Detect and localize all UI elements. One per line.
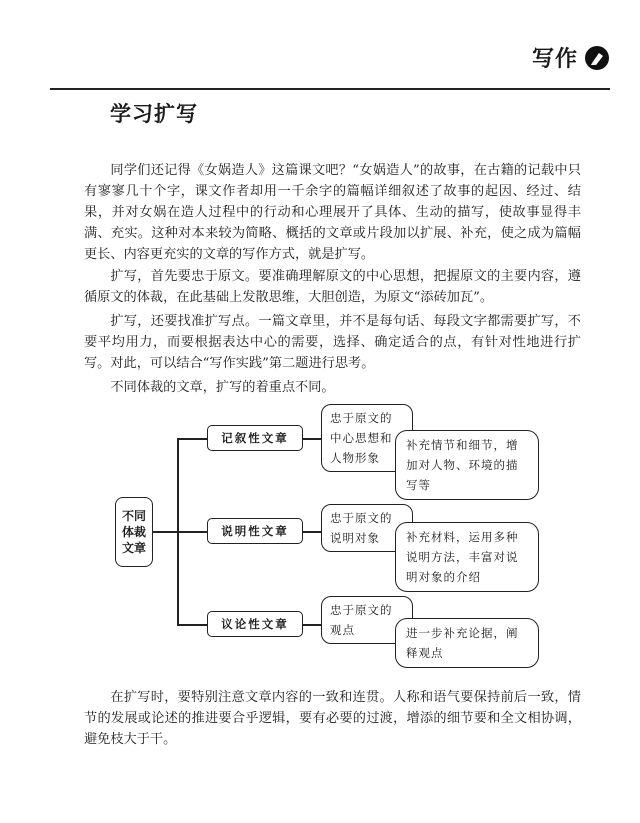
paragraph-faithful	[84, 266, 581, 308]
type-expository: 说明性文章	[207, 518, 303, 544]
paragraph-text: 不同体裁的文章，扩写的着重点不同。	[110, 380, 335, 395]
paragraph-text: 同学们还记得《女娲造人》这篇课文吧？“女娲造人”的故事，在古籍的记载中只有寥寥几十个字，课文作者却用一千余字的篇幅详细叙述了故事的起因、经过、结果，并对女娲在造人过程中的行动和心理展开了具体、生动的描写，使故事显得丰满、充实。这种对本来较为简略、概括的文章或片段加以扩展、补充，使之成为篇幅更长、内容更充实的文章的写作方式，就是扩写。	[84, 163, 581, 262]
root-label: 不同体裁文章	[121, 509, 146, 555]
paragraph-genres	[84, 377, 581, 398]
paragraph-intro	[84, 160, 581, 265]
type-narrative: 记叙性文章	[207, 425, 303, 451]
paragraph-text: 扩写，还要找准扩写点。一篇文章里，并不是每句话、每段文字都需要扩写，不要平均用力，而要根据表达中心的需要，选择、确定适合的点，有针对性地进行扩写。对此，可以结合“写作实践”第二题进行思考。	[84, 314, 581, 371]
section-badge	[532, 42, 610, 73]
section-label: 写作	[531, 47, 578, 72]
header-rule	[50, 88, 610, 90]
supplement-narrative: 补充情节和细节，增加对人物、环境的描写等	[395, 430, 539, 500]
faithful-narrative: 忠于原文的中心思想和人物形象	[321, 404, 413, 472]
supplement-argumentative: 进一步补充论据，阐释观点	[395, 618, 539, 668]
paragraph-text: 在扩写时，要特别注意文章内容的一致和连贯。人称和语气要保持前后一致，情节的发展或论述的推进要合乎逻辑，要有必要的过渡，增添的细节要和全文相协调，避免枝大于干。	[84, 690, 581, 747]
diagram-root	[115, 497, 153, 567]
type-argumentative: 议论性文章	[207, 611, 303, 637]
page-title: 学习扩写	[110, 102, 198, 126]
paragraph-text: 扩写，首先要忠于原文。要准确理解原文的中心思想，把握原文的主要内容，遵循原文的体裁，在此基础上发散思维，大胆创造，为原文“添砖加瓦”。	[84, 269, 581, 305]
genre-diagram	[105, 400, 545, 680]
faithful-expository: 忠于原文的说明对象	[321, 504, 413, 552]
paragraph-coherence	[84, 687, 581, 750]
faithful-argumentative: 忠于原文的观点	[321, 596, 413, 644]
supplement-expository: 补充材料，运用多种说明方法，丰富对说明对象的介绍	[395, 522, 539, 592]
paragraph-focus	[84, 311, 581, 374]
pen-nib-icon	[584, 45, 610, 71]
